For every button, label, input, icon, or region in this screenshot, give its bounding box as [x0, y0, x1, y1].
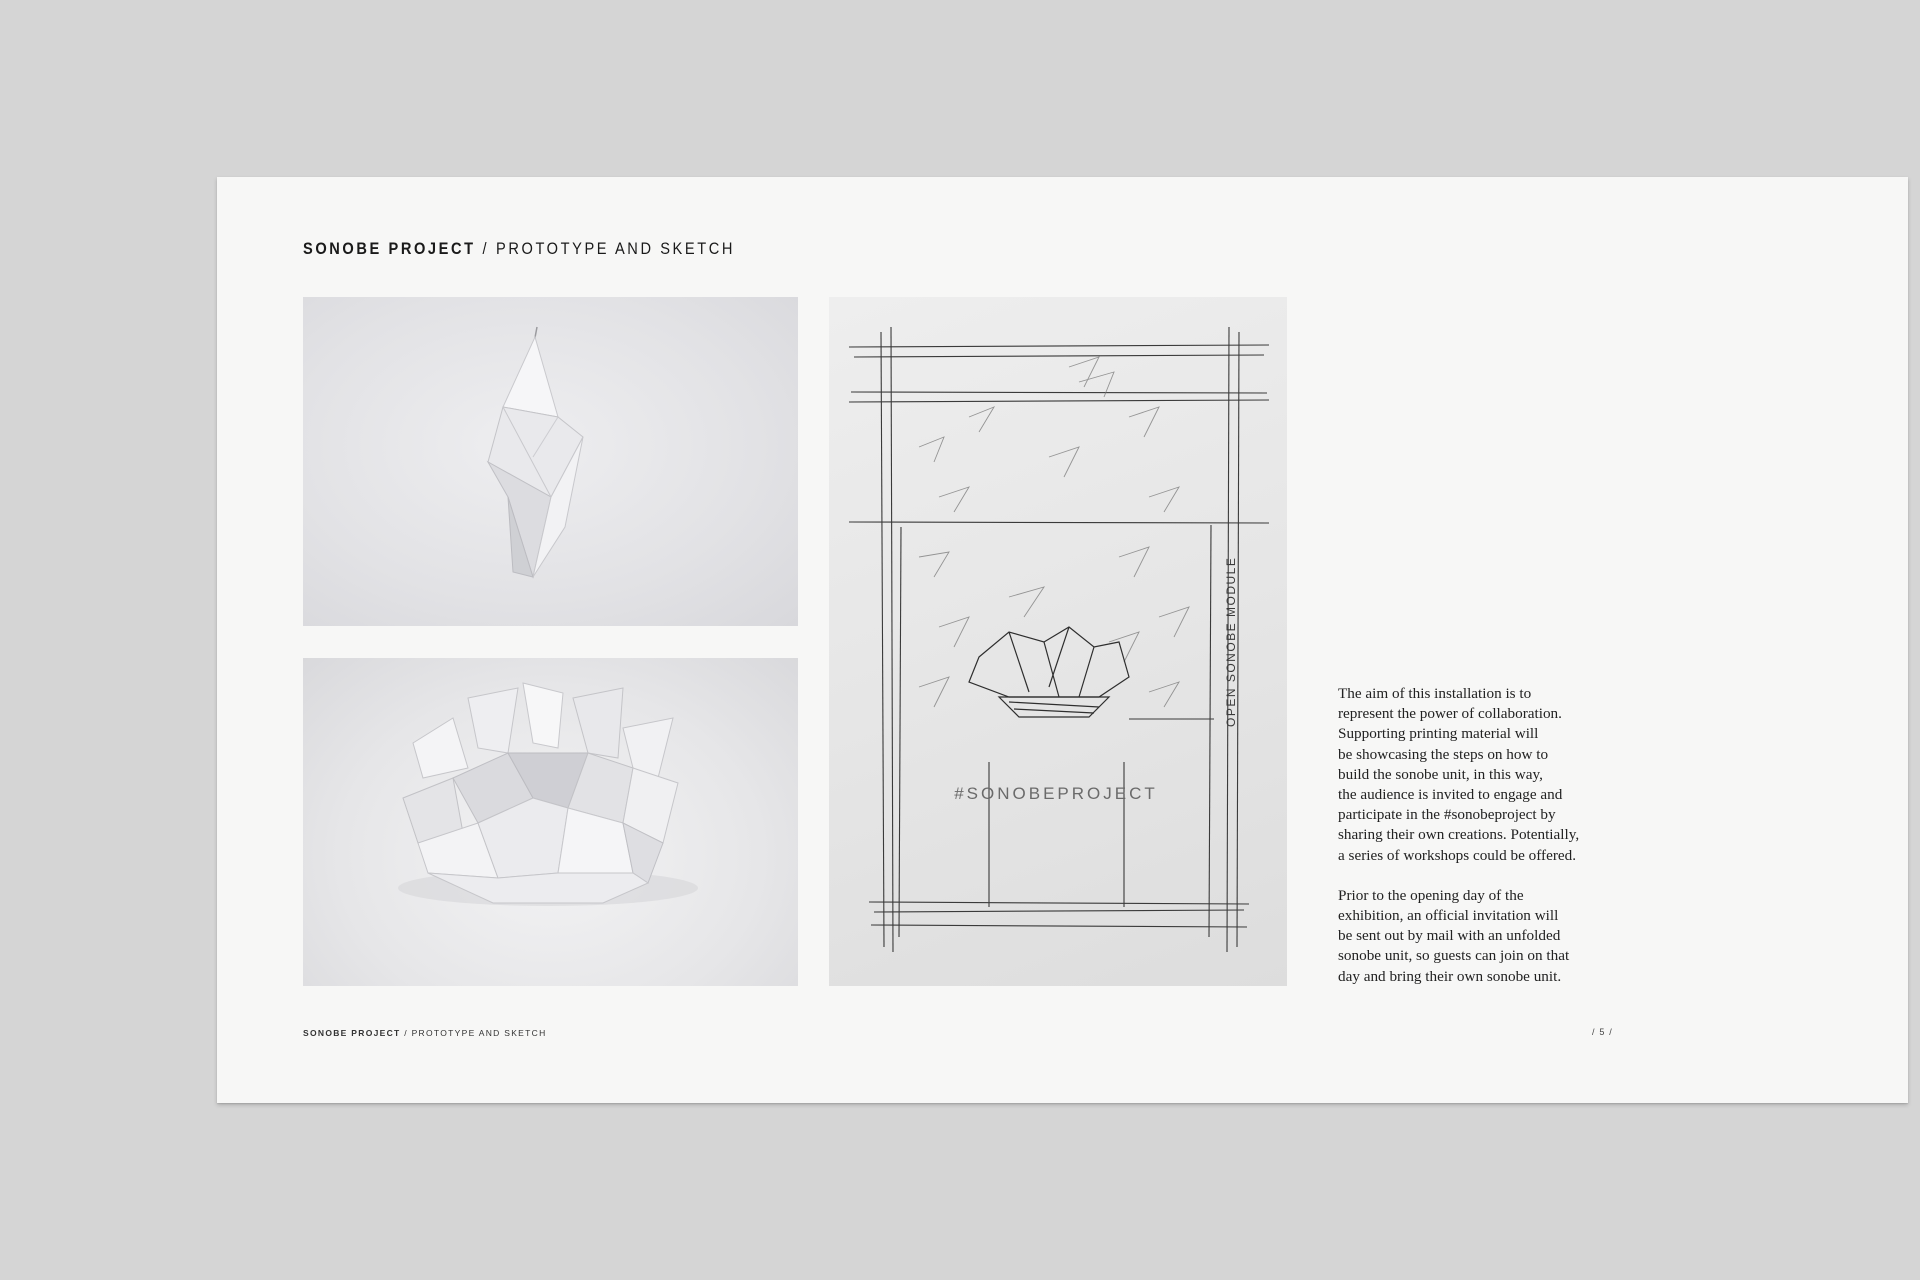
sketch-module-label: OPEN SONOBE MODULE	[1224, 556, 1238, 727]
page-header	[303, 239, 735, 259]
description-paragraph-2: Prior to the opening day of the exhibition, an official invitation will be sent out by mail with an unfolded sonobe unit, so guests can join on that day and bring their own sonobe unit.	[1338, 886, 1570, 985]
sketch-hashtag-label: #SONOBEPROJECT	[954, 784, 1158, 803]
page-footer	[303, 1028, 547, 1038]
header-subtitle: PROTOTYPE AND SKETCH	[496, 239, 736, 258]
page-number: / 5 /	[1592, 1027, 1614, 1037]
prototype-photo-assembled-ball	[303, 658, 798, 986]
description-paragraph-1: The aim of this installation is to represent the power of collaboration. Supporting printing material will be showcasing the steps on how to build the sonobe unit, in this way, the audience is invited to engage and participate in the #sonobeproject by sharing their own creations. Potentially, a series of workshops could be offered.	[1338, 685, 1580, 864]
header-separator: /	[482, 239, 490, 258]
brochure-page	[217, 177, 1908, 1103]
footer-separator: /	[404, 1028, 408, 1038]
description-text	[1338, 684, 1638, 1007]
header-title: SONOBE PROJECT	[303, 239, 476, 258]
installation-sketch	[829, 297, 1287, 986]
footer-subtitle: PROTOTYPE AND SKETCH	[411, 1028, 547, 1038]
prototype-photo-single-unit	[303, 297, 798, 626]
footer-title: SONOBE PROJECT	[303, 1028, 401, 1038]
